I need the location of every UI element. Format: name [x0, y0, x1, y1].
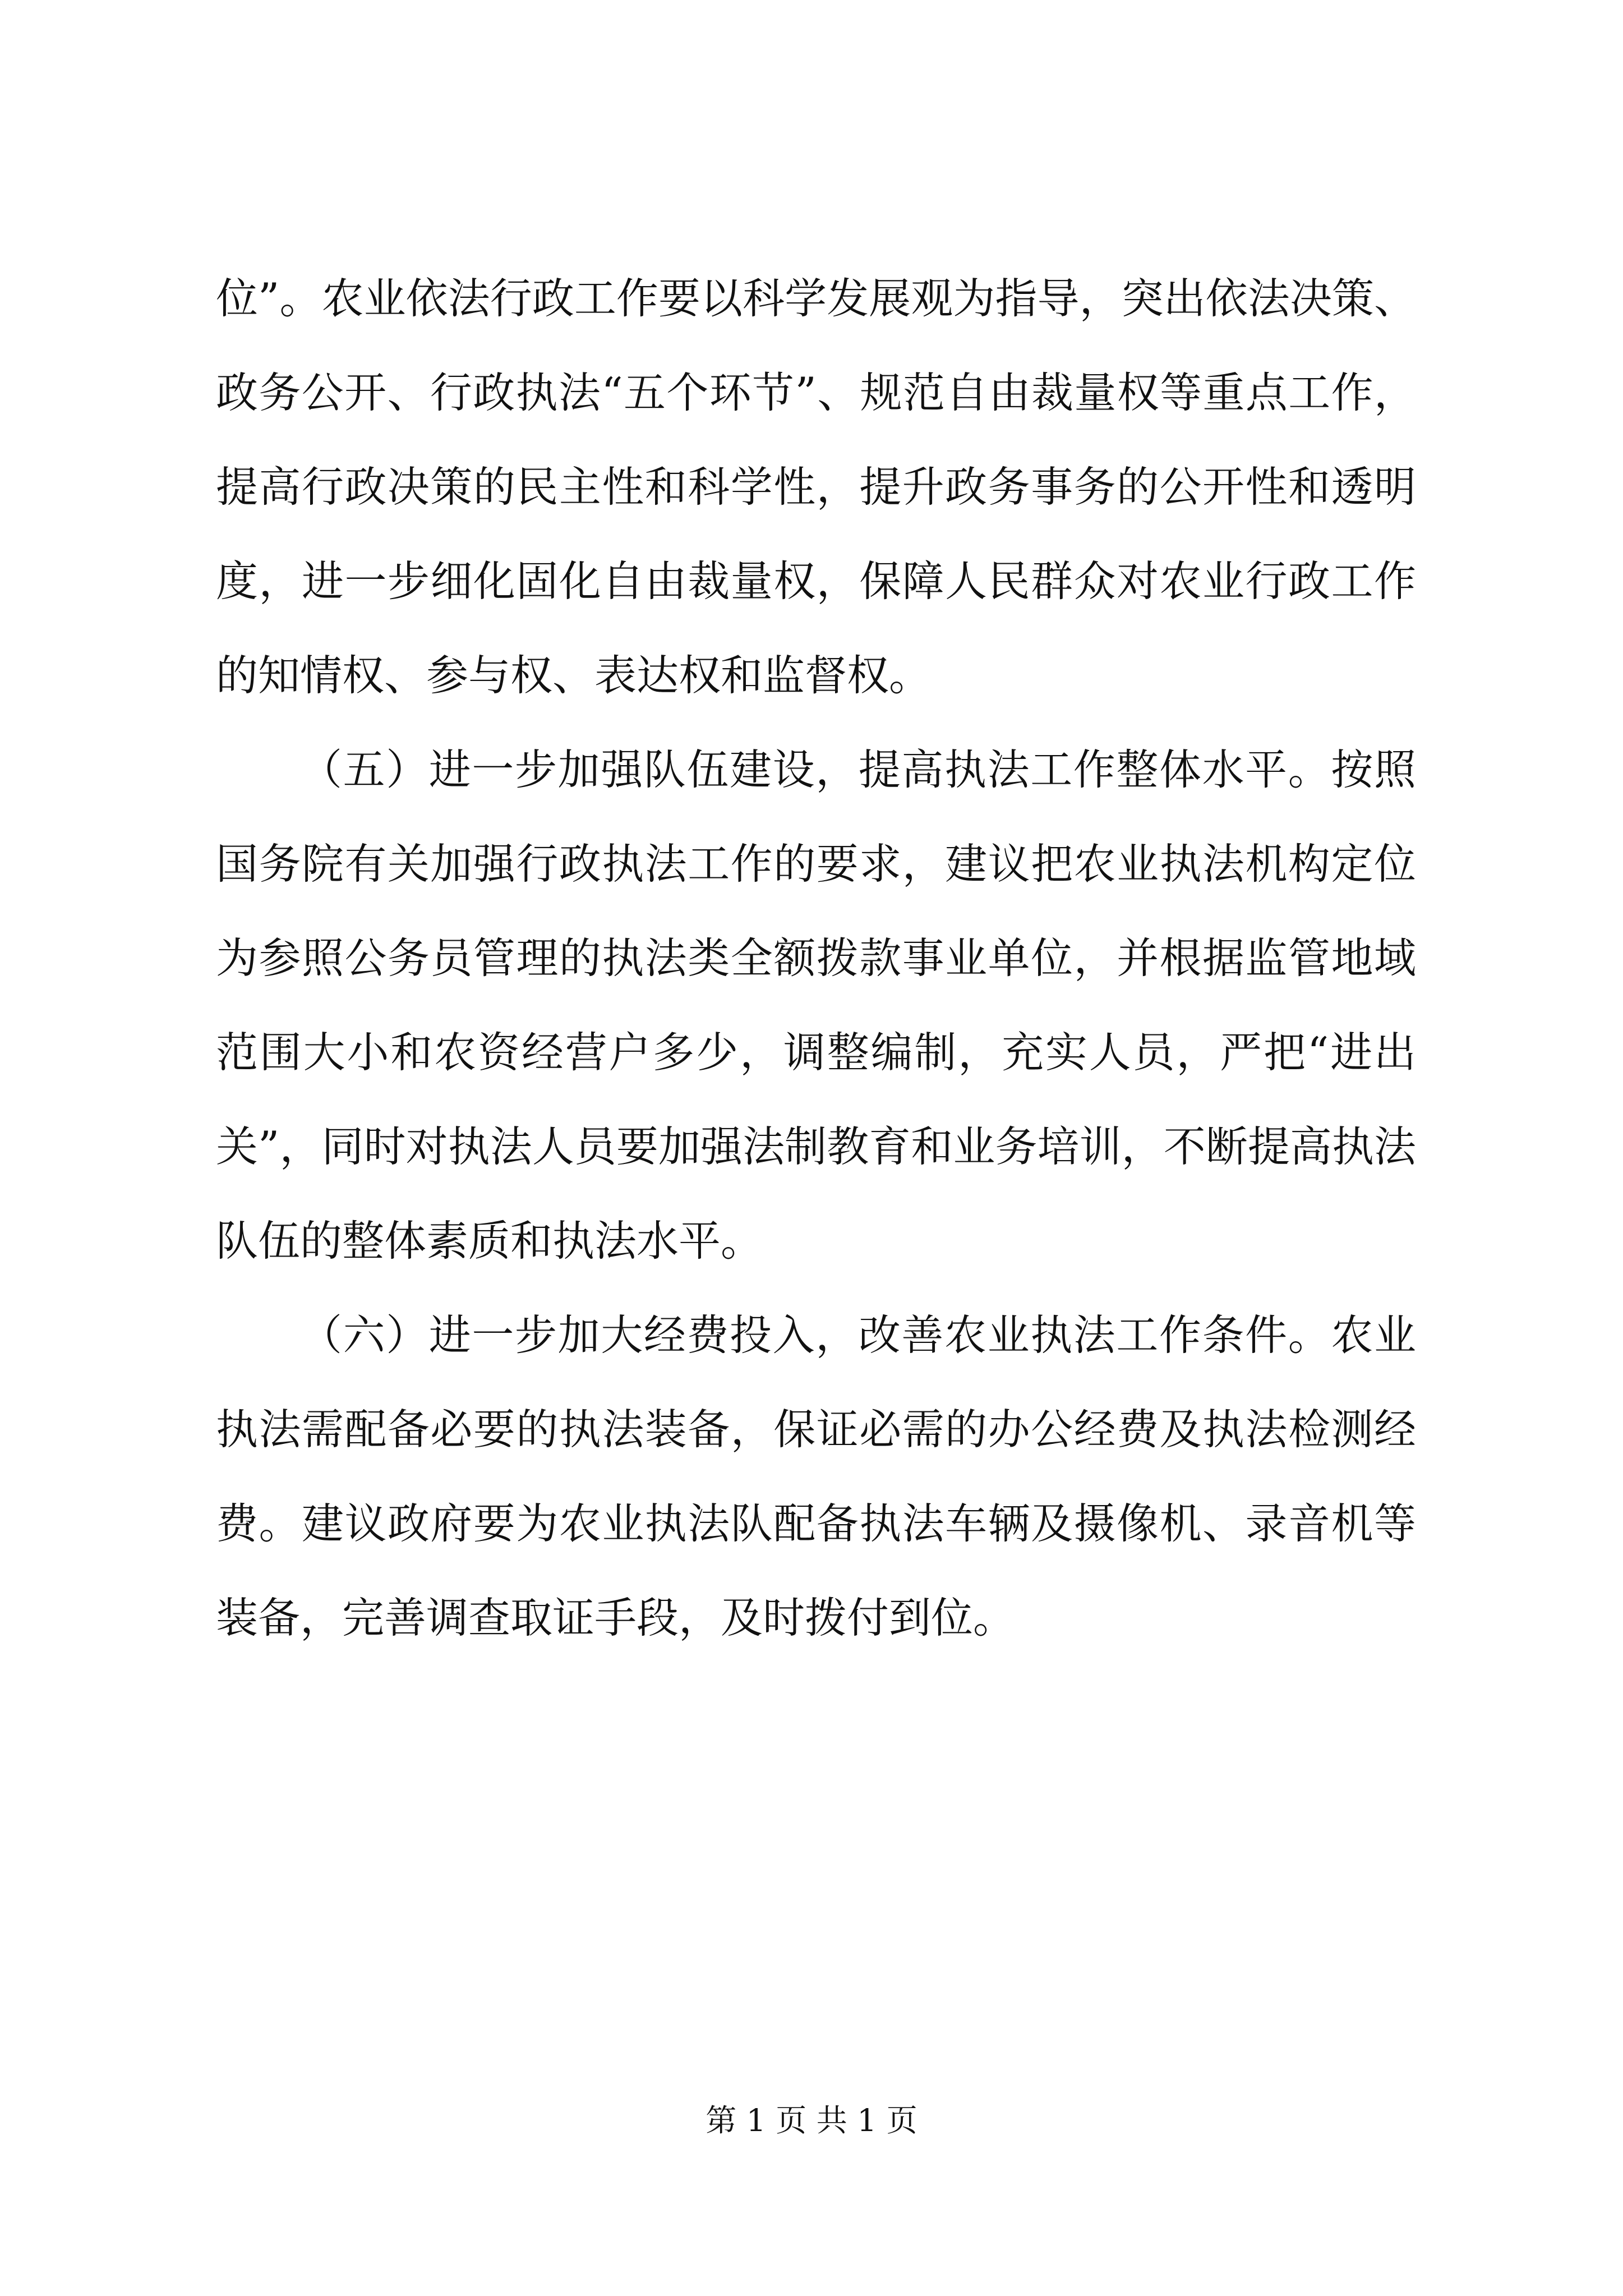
paragraph-section-six: （六）进一步加大经费投入，改善农业执法工作条件。农业执法需配备必要的执法装备，保证必需的办公经费及执法检测经费。建议政府要为农业执法队配备执法车辆及摄像机、录音机等装备，完善调查取证手段，及时拨付到位。: [216, 1310, 1416, 1642]
paragraph-section-five: （五）进一步加强队伍建设，提高执法工作整体水平。按照国务院有关加强行政执法工作的要求，建议把农业执法机构定位为参照公务员管理的执法类全额拨款事业单位，并根据监管地域范围大小和农资经营户多少，调整编制，充实人员，严把“进出关”，同时对执法人员要加强法制教育和业务培训，不断提高执法队伍的整体素质和执法水平。: [216, 745, 1416, 1266]
page-footer: 第 1 页 共 1 页: [706, 2102, 917, 2138]
paragraph-continuation: 位”。农业依法行政工作要以科学发展观为指导，突出依法决策、政务公开、行政执法“五个环节”、规范自由裁量权等重点工作，提高行政决策的民主性和科学性，提升政务事务的公开性和透明度，进一步细化固化自由裁量权，保障人民群众对农业行政工作的知情权、参与权、表达权和监督权。: [216, 274, 1416, 700]
document-body: [216, 251, 1416, 1665]
